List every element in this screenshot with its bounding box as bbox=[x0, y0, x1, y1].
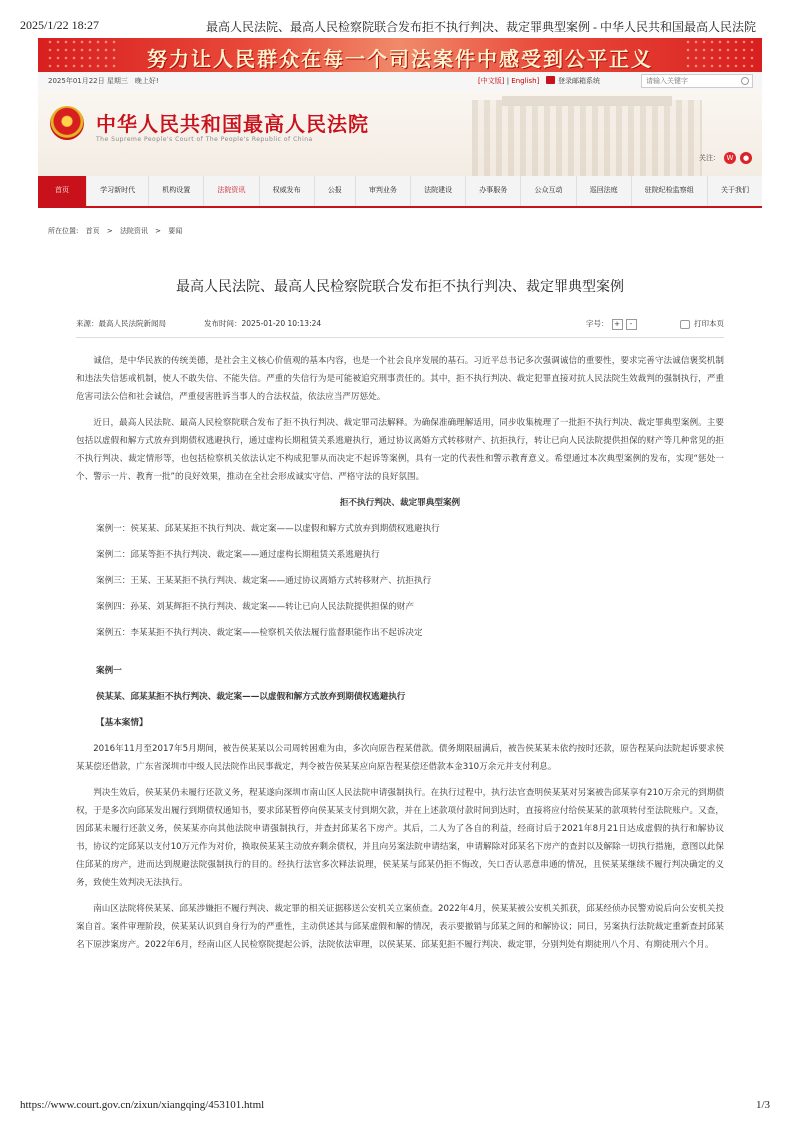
search-box bbox=[641, 74, 753, 88]
site-header bbox=[38, 90, 762, 176]
nav-services[interactable]: 办事服务 bbox=[466, 176, 521, 206]
national-emblem-icon bbox=[50, 106, 84, 140]
nav-trial[interactable]: 审判业务 bbox=[356, 176, 411, 206]
print-page-title: 最高人民法院、最高人民检察院联合发布拒不执行判决、裁定罪典型案例 - 中华人民共和国最高人民法院 bbox=[206, 20, 757, 34]
breadcrumb: 所在位置: 首页 > 法院资讯 > 要闻 bbox=[48, 227, 183, 235]
slogan-banner bbox=[38, 38, 762, 72]
paragraph: 判决生效后，侯某某仍未履行还款义务，程某遂向深圳市南山区人民法院申请强制执行。在执行过程中，执行法官查明侯某某对另案被告邱某享有210万余元的到期债权，于是多次向邱某发出履行到期债权通知书，要求邱某暂停向侯某某支付到期欠款，并在上述款项付款时间到达时，直接将应付给侯某某的款项转付至法院账户。又查，因邱某未履行还款义务，侯某某亦向其他法院申请强制执行，并查封邱某名下房产。其后，二人为了各自的利益，经商讨后于2021年8月21日达成虚假的执行和解协议书，协议约定邱某以支付10万元作为对价，换取侯某某主动放弃剩余债权，并且向另案法院申请结案，申请解除对邱某名下房产的查封以及解除一切执行措施，意图以此保住邱某的房产，进而达到规避法院强制执行的目的。经执行法官多次释法说理，侯某某与邱某仍拒不悔改，矢口否认恶意串通的情况，且侯某某继续不履行判决确定的义务，致使生效判决无法执行。 bbox=[76, 788, 724, 888]
follow-area bbox=[699, 152, 752, 164]
nav-discipline[interactable]: 驻院纪检监察组 bbox=[632, 176, 708, 206]
mail-login-link[interactable]: 登录邮箱系统 bbox=[558, 77, 600, 85]
font-size-control: 字号： + - bbox=[586, 318, 637, 330]
main-nav bbox=[38, 176, 762, 208]
divider bbox=[76, 337, 724, 338]
site-name-english: The Supreme People's Court of The People's Republic of China bbox=[96, 136, 313, 143]
article-meta bbox=[76, 318, 724, 332]
paragraph: 近日，最高人民法院、最高人民检察院联合发布了拒不执行判决、裁定罪司法解释。为确保准确理解适用，同步收集梳理了一批拒不执行判决、裁定罪典型案例。主要包括以虚假和解方式放弃到期债权逃避执行，通过虚构长期租赁关系逃避执行，通过协议离婚方式转移财产、抗拒执行，转让已向人民法院提供担保的财产等几种常见的拒不执行判决、裁定情形等，也包括检察机关依法认定不构成犯罪从而决定不起诉等案例，具有一定的代表性和警示教育意义。希望通过本次典型案例的发布，实现“惩处一个、警示一片、教育一批”的良好效果，推动在全社会形成诚实守信、严格守法的良好氛围。 bbox=[76, 418, 724, 482]
case-list-item: 案例三：王某、王某某拒不执行判决、裁定案——通过协议离婚方式转移财产、抗拒执行 bbox=[96, 576, 432, 586]
print-url: https://www.court.gov.cn/zixun/xiangqing/453101.html bbox=[20, 1099, 265, 1111]
article-source: 来源：最高人民法院新闻局 bbox=[76, 319, 166, 328]
print-datetime: 2025/1/22 18:27 bbox=[20, 18, 100, 32]
nav-home[interactable]: 首页 bbox=[38, 176, 87, 206]
article-body bbox=[76, 352, 724, 962]
breadcrumb-label: 所在位置: bbox=[48, 227, 79, 235]
language-switch: [中文版] | English] bbox=[478, 77, 540, 85]
print-page-number: 1/3 bbox=[755, 1099, 770, 1111]
case-list-item: 案例五：李某某拒不执行判决、裁定案——检察机关依法履行监督职能作出不起诉决定 bbox=[96, 628, 423, 638]
nav-interaction[interactable]: 公众互动 bbox=[521, 176, 576, 206]
paragraph: 诚信，是中华民族的传统美德，是社会主义核心价值观的基本内容，也是一个社会良序发展的基石。习近平总书记多次强调诚信的重要性，要求完善守法诚信褒奖机制和违法失信惩戒机制，使人不敢失信、不能失信。严重的失信行为是可能被追究刑事责任的。其中，拒不执行判决、裁定犯罪直接对抗人民法院生效裁判的强制执行，严重危害司法公信和社会诚信，严重侵害胜诉当事人的合法权益，依法应当严厉惩处。 bbox=[76, 356, 724, 402]
current-date: 2025年01月22日 星期三 晚上好! bbox=[48, 77, 159, 85]
breadcrumb-headlines[interactable]: 要闻 bbox=[168, 227, 183, 235]
site-name[interactable]: 中华人民共和国最高人民法院 bbox=[96, 112, 369, 136]
case-heading: 案例一 bbox=[96, 666, 122, 676]
print-button[interactable]: 打印本页 bbox=[680, 318, 724, 329]
mail-icon bbox=[546, 76, 555, 84]
font-decrease-button[interactable]: - bbox=[626, 319, 637, 330]
court-building-image bbox=[472, 100, 702, 176]
printer-icon bbox=[680, 320, 690, 329]
nav-court-building[interactable]: 法院建设 bbox=[411, 176, 466, 206]
nav-about[interactable]: 关于我们 bbox=[720, 186, 749, 194]
font-increase-button[interactable]: + bbox=[612, 319, 623, 330]
nav-releases[interactable]: 权威发布 bbox=[260, 176, 315, 206]
breadcrumb-home[interactable]: 首页 bbox=[85, 227, 100, 235]
case-list-title: 拒不执行判决、裁定罪典型案例 bbox=[339, 498, 461, 508]
nav-study[interactable]: 学习新时代 bbox=[87, 176, 149, 206]
top-info-bar bbox=[38, 72, 762, 91]
article-time: 发布时间：2025-01-20 10:13:24 bbox=[204, 319, 322, 328]
case-heading-title: 侯某某、邱某某拒不执行判决、裁定案——以虚假和解方式放弃到期债权逃避执行 bbox=[96, 692, 406, 702]
wechat-icon[interactable]: ● bbox=[740, 152, 752, 164]
breadcrumb-news[interactable]: 法院资讯 bbox=[119, 227, 148, 235]
lang-cn-link[interactable]: [中文版] bbox=[478, 77, 505, 85]
search-input[interactable] bbox=[642, 75, 740, 87]
case-list-item: 案例四：孙某、刘某辉拒不执行判决、裁定案——转让已向人民法院提供担保的财产 bbox=[96, 602, 414, 612]
section-heading: 【基本案情】 bbox=[96, 718, 148, 728]
weibo-icon[interactable]: W bbox=[724, 152, 736, 164]
follow-label: 关注： bbox=[699, 154, 720, 162]
nav-circuit-court[interactable]: 巡回法庭 bbox=[577, 176, 632, 206]
article-title: 最高人民法院、最高人民检察院联合发布拒不执行判决、裁定罪典型案例 bbox=[176, 279, 624, 295]
nav-gazette[interactable]: 公报 bbox=[315, 176, 356, 206]
paragraph: 南山区法院将侯某某、邱某涉嫌拒不履行判决、裁定罪的相关证据移送公安机关立案侦查。2022年4月，侯某某被公安机关抓获，邱某经侦办民警劝说后向公安机关投案自首。案件审理阶段，侯某某认识到自身行为的严重性，主动供述其与邱某虚假和解的情况，表示要撤销与邱某之间的和解协议；同日，另案执行法院裁定重新查封邱某名下原涉案房产。2022年6月，经南山区人民检察院提起公诉，法院依法审理，以侯某某、邱某犯拒不履行判决、裁定罪，分别判处有期徒刑八个月、有期徒刑六个月。 bbox=[76, 904, 724, 950]
case-list-item: 案例二：邱某等拒不执行判决、裁定案——通过虚构长期租赁关系逃避执行 bbox=[96, 550, 380, 560]
nav-court-news[interactable]: 法院资讯 bbox=[204, 176, 259, 206]
case-list-item: 案例一：侯某某、邱某某拒不执行判决、裁定案——以虚假和解方式放弃到期债权逃避执行 bbox=[96, 524, 440, 534]
search-icon[interactable] bbox=[741, 77, 749, 85]
banner-slogan: 努力让人民群众在每一个司法案件中感受到公平正义 bbox=[147, 47, 653, 71]
lang-en-link[interactable]: English bbox=[511, 77, 537, 85]
paragraph: 2016年11月至2017年5月期间，被告侯某某以公司周转困难为由，多次向原告程某借款。债务期限届满后，被告侯某某未依约按时还款，原告程某向法院起诉要求侯某某偿还借款，广东省深圳市中级人民法院作出民事裁定，判令被告侯某某应向原告程某偿还借款本金310万余元并支付利息。 bbox=[76, 744, 724, 772]
nav-organization[interactable]: 机构设置 bbox=[149, 176, 204, 206]
